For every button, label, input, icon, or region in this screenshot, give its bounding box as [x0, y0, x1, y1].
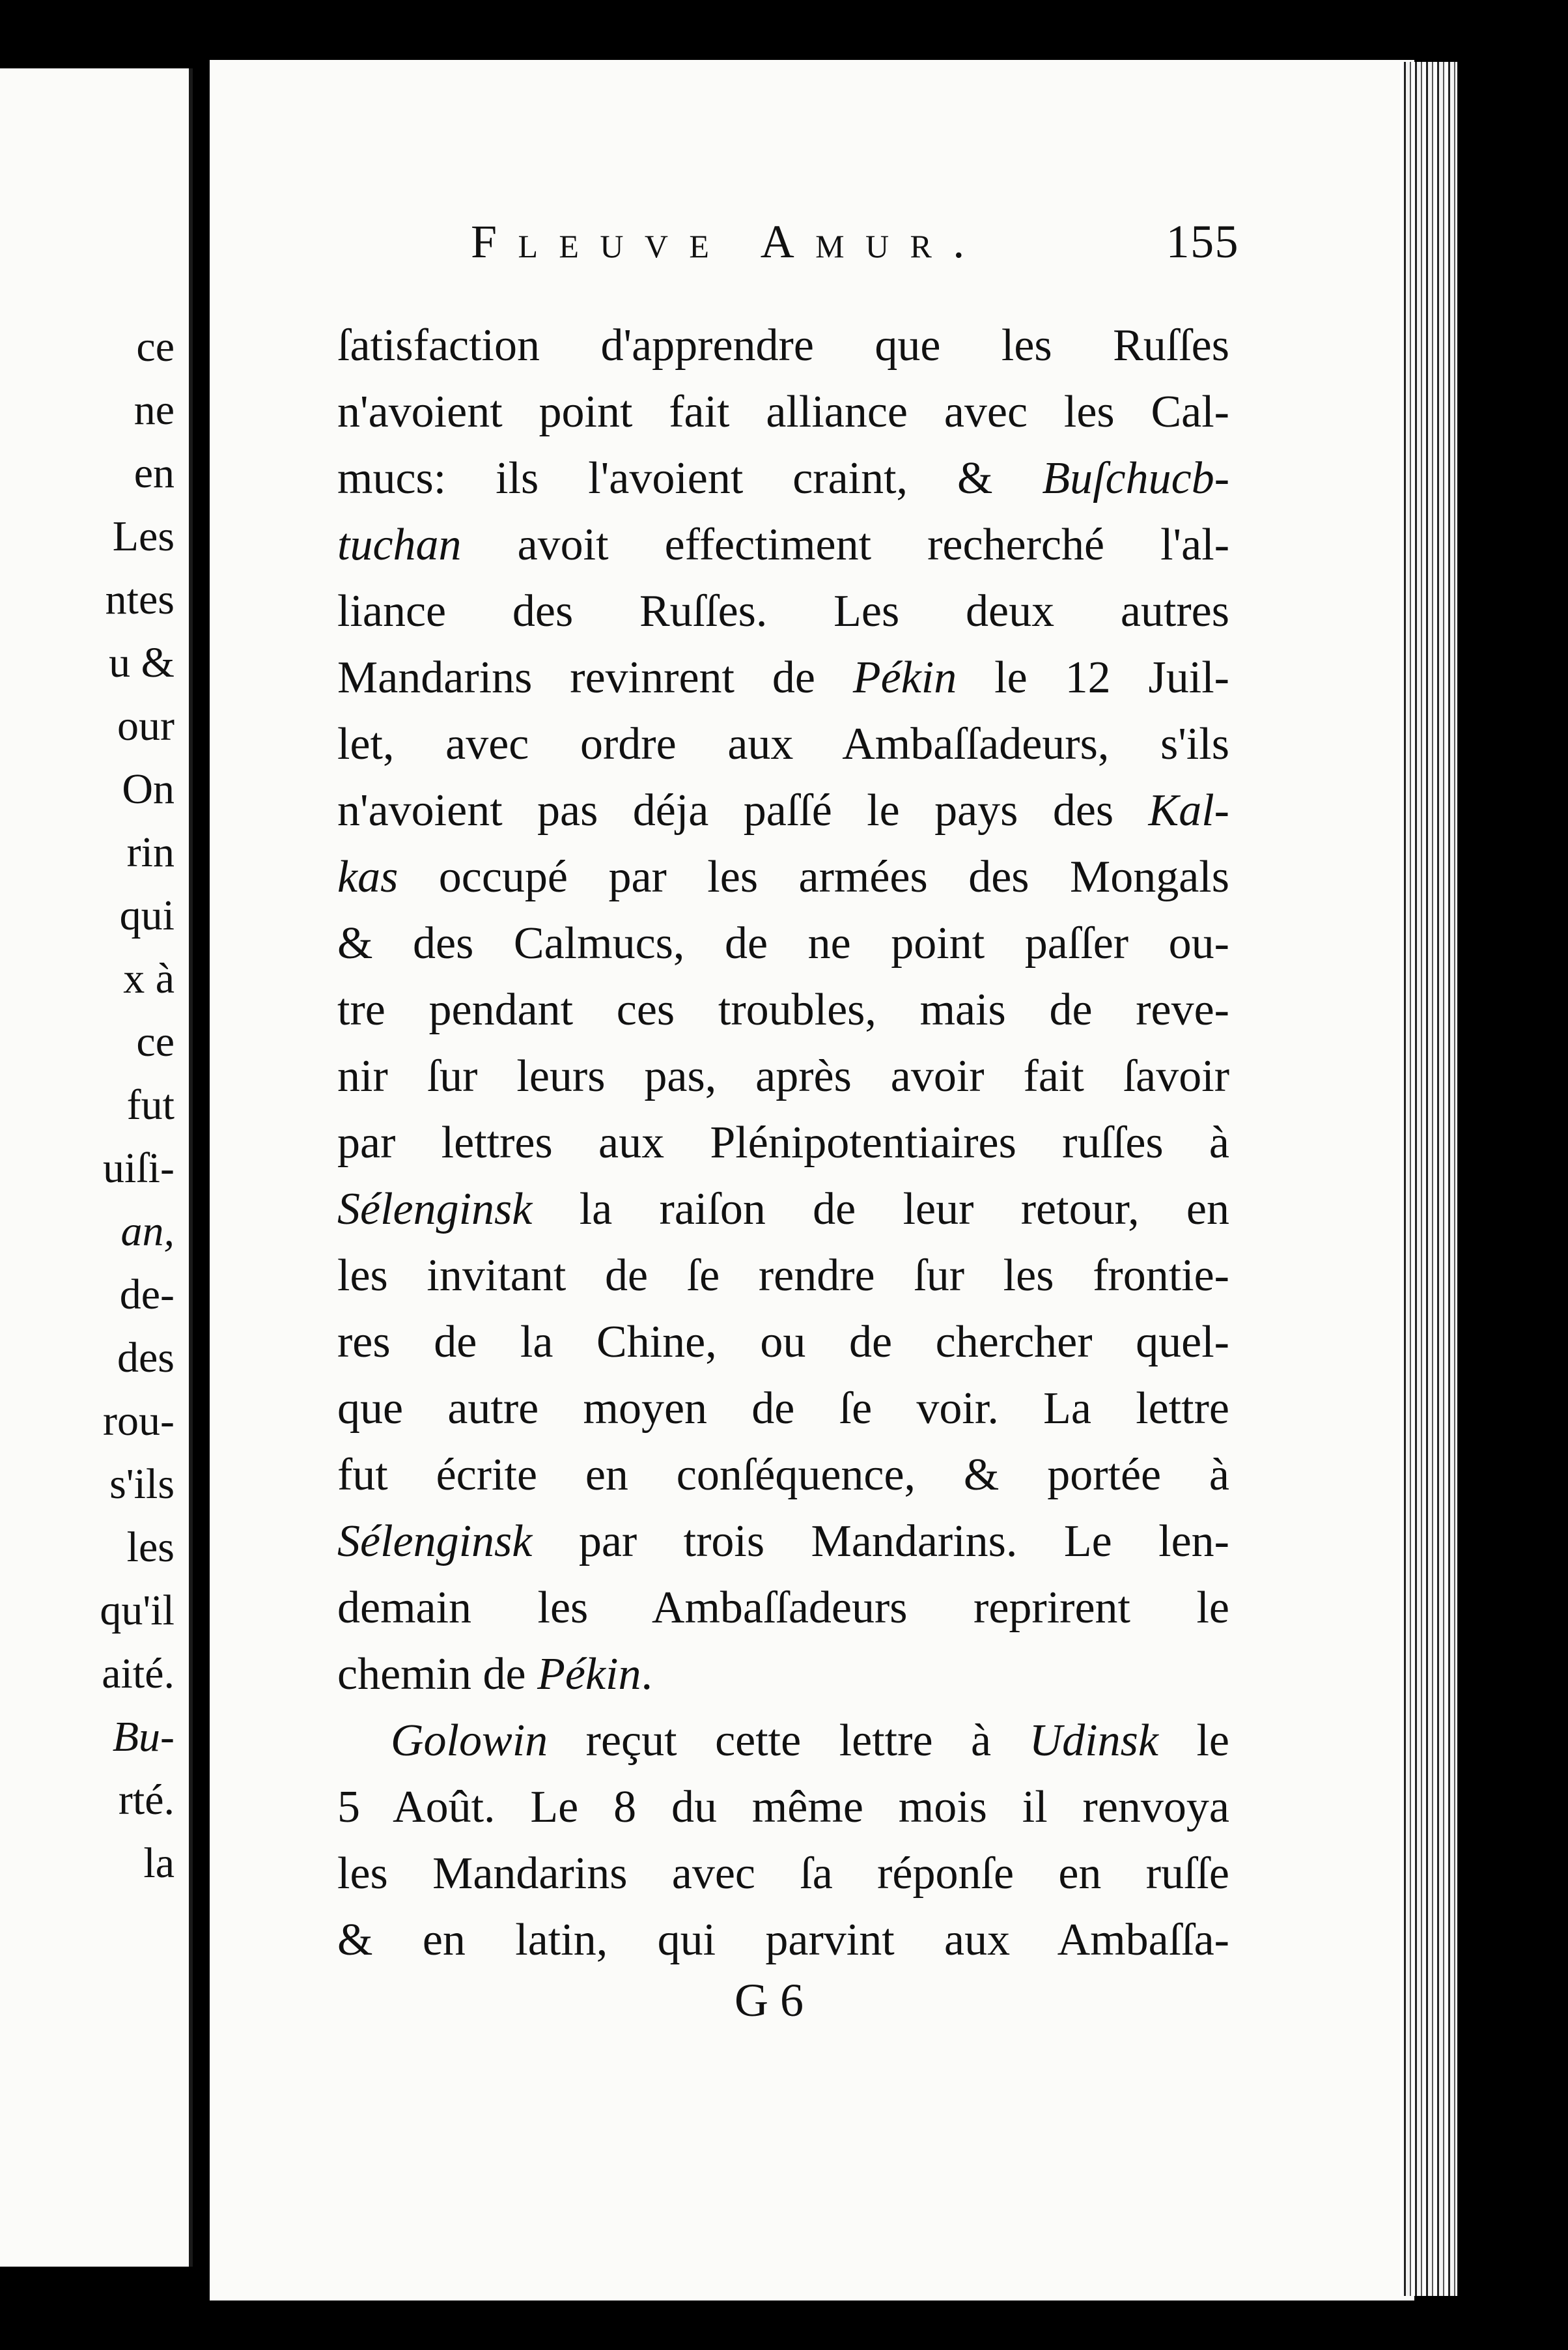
text-line	[337, 578, 1229, 645]
facing-page-fragment: qu'il	[100, 1587, 175, 1634]
facing-page-fragment: x à	[123, 955, 175, 1002]
italic-text: Sélenginsk	[337, 1516, 533, 1566]
facing-page-fragment: en	[133, 449, 175, 497]
italic-text: Udinsk	[1029, 1716, 1158, 1766]
text-segment: par trois Mandarins. Le len-	[532, 1516, 1229, 1566]
text-segment: nir ſur leurs pas, après avoir fait ſavoir	[337, 1051, 1229, 1101]
text-segment: chemin de	[337, 1649, 538, 1699]
text-segment: les Mandarins avec ſa réponſe en ruſſe	[337, 1848, 1229, 1899]
text-segment: & en latin, qui parvint aux Ambaſſa-	[337, 1915, 1229, 1965]
text-segment: liance des Ruſſes. Les deux autres	[337, 586, 1229, 636]
text-line	[337, 1708, 1229, 1774]
facing-page-fragment: rin	[126, 828, 175, 876]
facing-page-fragment: an,	[120, 1208, 175, 1255]
text-line	[337, 512, 1229, 578]
text-line	[337, 1110, 1229, 1176]
text-line	[337, 379, 1229, 446]
facing-page-fragment: ne	[133, 386, 175, 434]
facing-page-fragment: Bu-	[112, 1713, 175, 1761]
page-header	[471, 218, 1239, 277]
italic-text: tuchan	[337, 520, 462, 570]
text-segment: les invitant de ſe rendre ſur les frontie-	[337, 1251, 1229, 1301]
text-segment: le	[1158, 1716, 1229, 1766]
text-line	[337, 1907, 1229, 1974]
running-title: Fleuve Amur.	[471, 216, 986, 268]
facing-page-fragment: rté.	[118, 1776, 175, 1824]
text-segment: demain les Ambaſſadeurs reprirent le	[337, 1583, 1229, 1633]
text-segment: reçut cette lettre à	[548, 1716, 1029, 1766]
facing-page-fragment: ce	[136, 323, 175, 371]
text-segment: par lettres aux Plénipotentiaires ruſſes à	[337, 1118, 1229, 1168]
italic-text: Kal-	[1148, 786, 1229, 836]
facing-page-fragment: uiſi-	[103, 1144, 175, 1192]
facing-page-fragment: s'ils	[109, 1460, 175, 1508]
text-line	[337, 844, 1229, 911]
text-line	[337, 977, 1229, 1043]
text-line	[337, 711, 1229, 778]
facing-page-fragment: aité.	[102, 1650, 175, 1697]
text-segment: 5 Août. Le 8 du même mois il renvoya	[337, 1782, 1229, 1832]
text-line	[337, 1243, 1229, 1309]
text-line	[337, 1176, 1229, 1243]
page-number: 155	[1166, 216, 1239, 268]
facing-page-fragment: de-	[119, 1271, 175, 1318]
facing-page-fragment: our	[117, 702, 175, 750]
text-segment: avoit effectiment recherché l'al-	[461, 520, 1229, 570]
text-line	[337, 1043, 1229, 1110]
italic-text: kas	[337, 852, 399, 902]
text-segment: mucs: ils l'avoient craint, &	[337, 453, 1043, 503]
text-segment: & des Calmucs, de ne point paſſer ou-	[337, 918, 1229, 969]
facing-page-fragment: u &	[109, 639, 175, 687]
italic-text: Sélenginsk	[337, 1184, 533, 1234]
italic-text: Golowin	[391, 1716, 548, 1766]
facing-page-fragment: Les	[112, 513, 175, 560]
text-line	[337, 1442, 1229, 1508]
facing-page-fragment: la	[143, 1839, 175, 1887]
text-line	[337, 313, 1229, 379]
italic-text: Buſchucb-	[1042, 453, 1229, 503]
text-line	[337, 1575, 1229, 1641]
facing-page-fragment: rou-	[103, 1397, 175, 1445]
text-line	[337, 778, 1229, 844]
facing-page-fragment: ce	[136, 1018, 175, 1066]
text-segment: Mandarins revinrent de	[337, 653, 853, 703]
text-line	[337, 1376, 1229, 1442]
facing-page-fragment: les	[126, 1523, 175, 1571]
text-line	[337, 1309, 1229, 1376]
text-line	[337, 645, 1229, 711]
facing-page-fragment: ntes	[105, 576, 175, 623]
text-segment: n'avoient point fait alliance avec les Cal-	[337, 387, 1229, 437]
text-line	[337, 446, 1229, 512]
text-segment: que autre moyen de ſe voir. La lettre	[337, 1383, 1229, 1434]
text-segment: le 12 Juil-	[957, 653, 1229, 703]
facing-page-fragment: On	[122, 765, 175, 813]
text-line	[337, 1774, 1229, 1841]
text-segment: ſatisfaction d'apprendre que les Ruſſes	[337, 320, 1229, 371]
text-segment: la raiſon de leur retour, en	[532, 1184, 1229, 1234]
text-segment: fut écrite en conſéquence, & portée à	[337, 1450, 1229, 1500]
background-edge	[1457, 0, 1568, 2350]
text-segment: tre pendant ces troubles, mais de reve-	[337, 985, 1229, 1035]
text-line	[337, 1508, 1229, 1575]
facing-page-left	[0, 68, 193, 2267]
facing-page-fragment: des	[117, 1334, 175, 1381]
text-line	[337, 1641, 1229, 1708]
facing-page-fragment: fut	[126, 1081, 175, 1129]
text-segment: .	[641, 1649, 652, 1699]
text-line	[337, 911, 1229, 977]
text-segment: n'avoient pas déja paſſé le pays des	[337, 786, 1149, 836]
page-edges	[1400, 62, 1457, 2296]
italic-text: Pékin	[537, 1649, 641, 1699]
text-line	[337, 1841, 1229, 1907]
signature-mark: G 6	[735, 1974, 804, 2026]
body-text	[337, 313, 1229, 1974]
facing-page-fragment: qui	[119, 892, 175, 939]
text-segment: let, avec ordre aux Ambaſſadeurs, s'ils	[337, 719, 1229, 769]
italic-text: Pékin	[852, 653, 957, 703]
text-segment: res de la Chine, ou de chercher quel-	[337, 1317, 1229, 1367]
text-segment: occupé par les armées des Mongals	[398, 852, 1229, 902]
